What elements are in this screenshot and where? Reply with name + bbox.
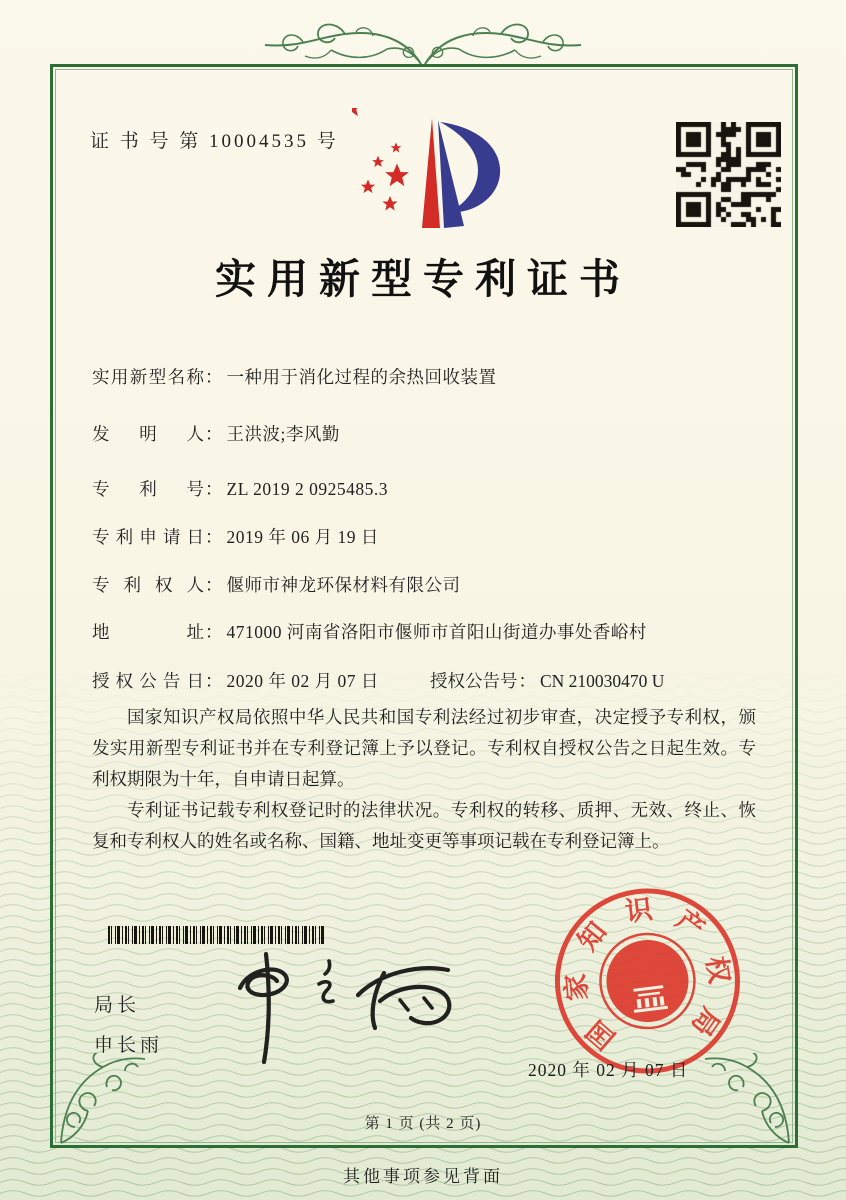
field-row-address: 地址： 471000 河南省洛阳市偃师市首阳山街道办事处香峪村: [92, 619, 647, 644]
cnipa-logo-icon: [352, 108, 512, 238]
field-label: 专利号: [92, 479, 204, 499]
field-value: 一种用于消化过程的余热回收装置: [226, 367, 497, 387]
svg-text:权: 权: [700, 954, 735, 986]
field-value: CN 210030470 U: [540, 671, 665, 691]
field-label: 实用新型名称: [92, 367, 204, 387]
field-row-patentee: 专利权人： 偃师市神龙环保材料有限公司: [92, 572, 461, 597]
field-value: 偃师市神龙环保材料有限公司: [226, 575, 461, 595]
legal-paragraph: 国家知识产权局依照中华人民共和国专利法经过初步审查，决定授予专利权，颁发实用新型专利证书并在专利登记簿上予以登记。专利权自授权公告之日起生效。专利权期限为十年，自申请日起算。: [92, 707, 756, 789]
qr-code: [676, 122, 781, 227]
svg-text:产: 产: [670, 904, 710, 945]
officer-name: 申长雨: [94, 1035, 164, 1056]
field-label: 专利申请日: [92, 527, 204, 547]
svg-text:国: 国: [580, 1014, 621, 1055]
svg-text:知: 知: [572, 916, 613, 957]
commissioner-signature-image: [222, 948, 472, 1073]
page-indicator: 第 1 页 (共 2 页): [364, 1116, 482, 1132]
field-label: 专利权人: [92, 575, 204, 595]
certificate-title: 实用新型专利证书: [215, 256, 631, 302]
legal-text-block: [92, 702, 756, 857]
field-row-patent-no: 专利号： ZL 2019 2 0925485.3: [92, 476, 388, 501]
officer-title: 局长: [94, 995, 141, 1016]
field-label: 授权公告号: [430, 671, 518, 691]
field-value: ZL 2019 2 0925485.3: [226, 479, 388, 499]
back-side-note: 其他事项参见背面: [343, 1167, 503, 1186]
field-label: 地址: [92, 622, 204, 642]
svg-text:家: 家: [560, 972, 593, 1002]
field-row-grant-number: 授权公告号： CN 210030470 U: [430, 671, 665, 691]
field-label: 发明人: [92, 424, 204, 444]
field-value: 2019 年 06 月 19 日: [226, 527, 379, 547]
certificate-number: 证 书 号 第 10004535 号: [90, 131, 339, 152]
field-row-name: 实用新型名称： 一种用于消化过程的余热回收装置: [92, 364, 497, 389]
svg-text:识: 识: [623, 894, 655, 928]
field-row-grant-date: 授权公告日： 2020 年 02 月 07 日: [92, 668, 379, 693]
field-row-filing-date: 专利申请日： 2019 年 06 月 19 日: [92, 524, 379, 549]
field-value: 2020 年 02 月 07 日: [226, 671, 379, 691]
field-value: 王洪波;李风勤: [226, 424, 340, 444]
svg-text:局: 局: [685, 1002, 726, 1042]
field-label: 授权公告日: [92, 671, 204, 691]
barcode: [108, 926, 326, 944]
legal-paragraph: 专利证书记载专利权登记时的法律状况。专利权的转移、质押、无效、终止、恢复和专利权人的姓名或名称、国籍、地址变更等事项记载在专利登记簿上。: [92, 800, 756, 851]
seal-date: 2020 年 02 月 07 日: [528, 1060, 689, 1080]
national-emblem-icon: [595, 929, 700, 1034]
field-value: 471000 河南省洛阳市偃师市首阳山街道办事处香峪村: [226, 622, 647, 642]
field-row-inventor: 发明人： 王洪波;李风勤: [92, 421, 340, 446]
